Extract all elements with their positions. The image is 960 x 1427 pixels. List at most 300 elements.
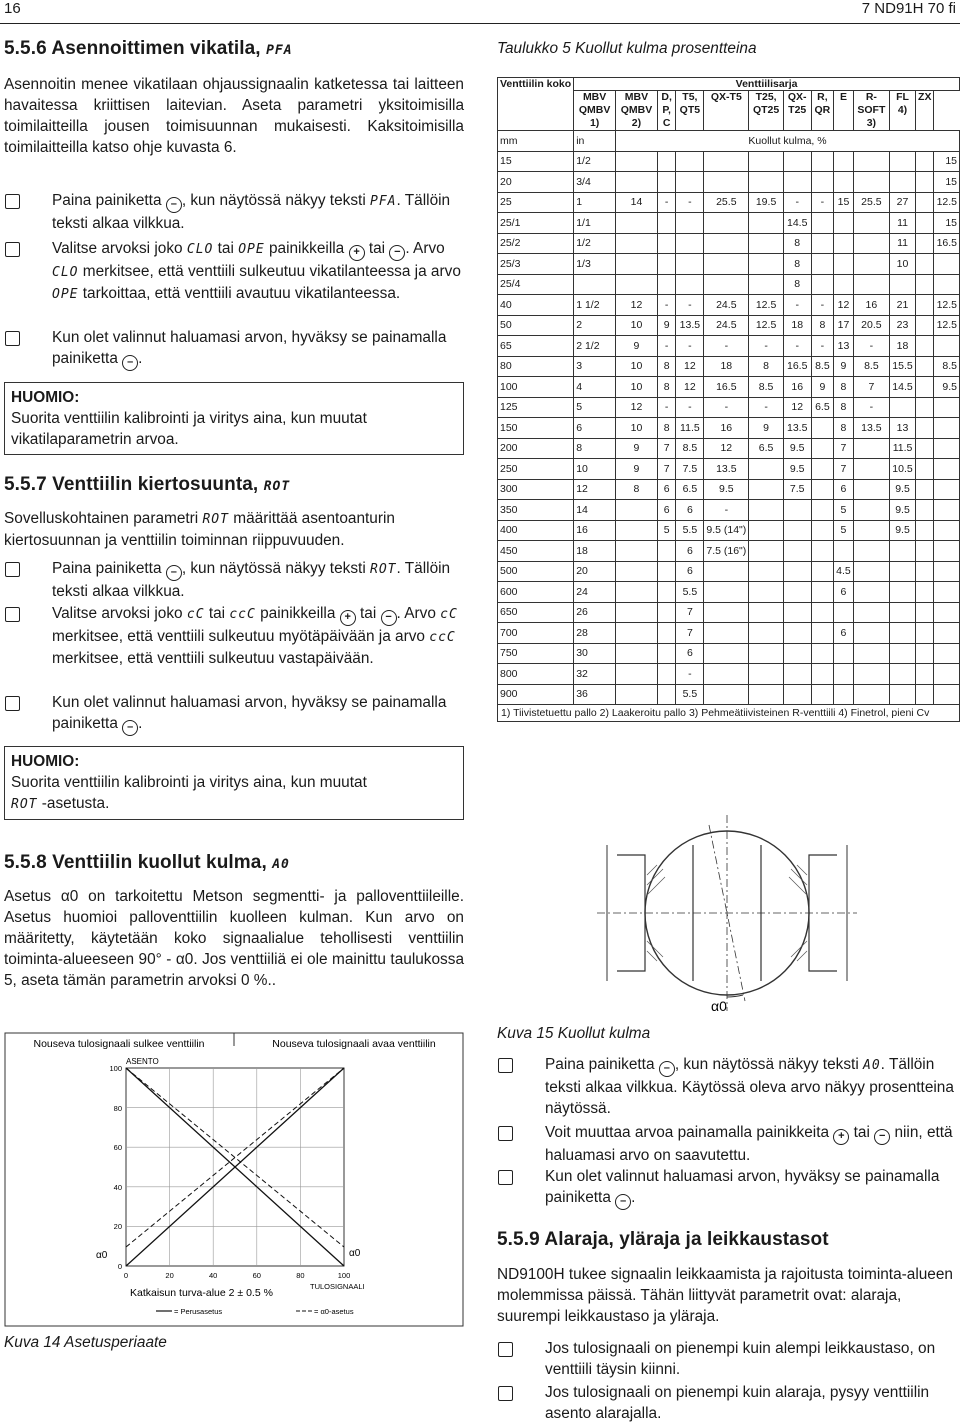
checkbox-bullet-icon (498, 1342, 513, 1357)
table-cell (916, 623, 934, 644)
table-cell: - (676, 664, 704, 685)
table-cell: 8.5 (676, 438, 704, 459)
table-cell (916, 254, 934, 275)
note-text: Suorita venttiilin kalibrointi ja viritys aina, kun muutat vikatilaparametrin arvoa. (11, 410, 367, 448)
table-cell: 20 (574, 561, 616, 582)
table-cell (811, 213, 834, 234)
table-cell (934, 254, 960, 275)
table-cell (834, 684, 854, 705)
alpha-label: α0 (711, 998, 727, 1014)
table-cell (749, 684, 784, 705)
table-cell: 9.5 (890, 479, 916, 500)
table-cell: 9.5 (934, 377, 960, 398)
table-cell: 25.5 (704, 192, 749, 213)
table-cell (811, 643, 834, 664)
table-cell: - (853, 397, 889, 418)
table-cell: 14.5 (783, 213, 811, 234)
table-cell (783, 664, 811, 685)
table-cell: 9 (657, 315, 676, 336)
table-cell: 12 (574, 479, 616, 500)
table-cell (916, 397, 934, 418)
table-cell (676, 213, 704, 234)
table-cell: 6 (834, 582, 854, 603)
enter-button-icon: – (122, 355, 138, 371)
table-cell (657, 602, 676, 623)
table-cell: - (853, 336, 889, 357)
table-cell (749, 520, 784, 541)
table-cell (749, 233, 784, 254)
table-cell: 27 (890, 192, 916, 213)
table-cell (749, 151, 784, 172)
table-cell (783, 172, 811, 193)
table-cell: 8 (834, 397, 854, 418)
table-cell: 10.5 (890, 459, 916, 480)
y-tick: 100 (109, 1064, 122, 1073)
table-cell: 6.5 (749, 438, 784, 459)
section-5-5-6-title: 5.5.6 Asennoittimen vikatila, PFA (4, 38, 293, 59)
table-cell: 14 (616, 192, 658, 213)
table-cell: 2 1/2 (574, 336, 616, 357)
table-cell: 40 (498, 295, 574, 316)
col-header: R-SOFT 3) (853, 91, 889, 131)
table-cell: 13.5 (783, 418, 811, 439)
table-cell: 18 (704, 356, 749, 377)
table-row (498, 233, 960, 254)
table-cell: 5 (834, 500, 854, 521)
table-cell: 16 (704, 418, 749, 439)
table-cell (916, 541, 934, 562)
table-cell: 10 (616, 356, 658, 377)
legend-basic: = Perusasetus (174, 1307, 223, 1316)
table-cell: 8.5 (749, 377, 784, 398)
enter-button-icon: – (659, 1061, 675, 1077)
checkbox-bullet-icon (5, 562, 20, 577)
section-5-5-9-title: 5.5.9 Alaraja, yläraja ja leikkaustasot (497, 1229, 829, 1250)
alpha-right: α0 (349, 1248, 361, 1259)
x-tick: 40 (209, 1271, 218, 1280)
checkbox-bullet-icon (5, 607, 20, 622)
table-cell (749, 479, 784, 500)
table-cell: 25/1 (498, 213, 574, 234)
table-cell: 8 (574, 438, 616, 459)
table-row (498, 541, 960, 562)
table-cell: 2 (574, 315, 616, 336)
table-cell: - (704, 336, 749, 357)
table-cell: 6 (676, 643, 704, 664)
table-cell: 10 (890, 254, 916, 275)
table-cell: 10 (616, 377, 658, 398)
table-cell: 600 (498, 582, 574, 603)
col-header: D, P, C (657, 91, 676, 131)
table-cell: 9 (811, 377, 834, 398)
table-cell: - (749, 397, 784, 418)
table-cell: 8 (783, 233, 811, 254)
table-cell (657, 623, 676, 644)
table-row (498, 295, 960, 316)
table-cell: 900 (498, 684, 574, 705)
table-cell: 6 (834, 479, 854, 500)
table-row (498, 438, 960, 459)
table-cell: 32 (574, 664, 616, 685)
table-cell (811, 623, 834, 644)
table-cell: - (676, 336, 704, 357)
table-cell: 1/3 (574, 254, 616, 275)
table-cell: 24 (574, 582, 616, 603)
list-item: Voit muuttaa arvoa painamalla painikkeita + tai − niin, että haluamasi arvo on saavutettu. (497, 1122, 957, 1166)
table-cell (616, 274, 658, 295)
table-cell (783, 602, 811, 623)
list-item: Jos tulosignaali on pienempi kuin alempi leikkaustaso, on venttiili täysin kiinni. (497, 1338, 957, 1380)
table-cell (934, 479, 960, 500)
table-cell (811, 172, 834, 193)
table-cell (934, 643, 960, 664)
table-cell: 23 (890, 315, 916, 336)
table-cell (934, 459, 960, 480)
table-cell: - (676, 192, 704, 213)
col-header: MBV QMBV 1) (574, 91, 616, 131)
alpha-left: α0 (96, 1250, 108, 1261)
table-row (498, 459, 960, 480)
table-cell: 26 (574, 602, 616, 623)
table-cell (890, 397, 916, 418)
table-cell (853, 233, 889, 254)
table-cell (916, 172, 934, 193)
y-tick: 20 (113, 1222, 122, 1231)
table-cell (616, 254, 658, 275)
table-cell (676, 233, 704, 254)
col-header: R, QR (811, 91, 834, 131)
table-cell (916, 479, 934, 500)
table-cell (811, 602, 834, 623)
table-cell (749, 541, 784, 562)
table-cell: 12.5 (749, 295, 784, 316)
table-cell: 9.5 (890, 500, 916, 521)
table-cell: 15.5 (890, 356, 916, 377)
table-cell (657, 643, 676, 664)
table-row (498, 664, 960, 685)
table-cell: 12 (676, 356, 704, 377)
table-cell (616, 664, 658, 685)
table-cell (916, 643, 934, 664)
table-cell: 8 (783, 274, 811, 295)
col-header: QX-T25 (783, 91, 811, 131)
table-cell (916, 274, 934, 295)
table-cell (890, 602, 916, 623)
table-cell: 5 (657, 520, 676, 541)
table-cell: 15 (934, 213, 960, 234)
page-number: 16 (4, 0, 21, 17)
table-cell (853, 541, 889, 562)
unit-dead-angle: Kuollut kulma, % (616, 131, 960, 152)
table-cell (890, 643, 916, 664)
dead-angle-table (497, 77, 960, 722)
table-cell (657, 233, 676, 254)
table-cell: 8 (749, 356, 784, 377)
table-cell (676, 274, 704, 295)
x-tick: 60 (252, 1271, 261, 1280)
table-cell (616, 151, 658, 172)
table-cell: 650 (498, 602, 574, 623)
table-cell (811, 500, 834, 521)
document-code: 7 ND91H 70 fi (861, 0, 956, 17)
table-cell: 12.5 (749, 315, 784, 336)
table-footnote: 1) Tiivistetuettu pallo 2) Laakeroitu pallo 3) Pehmeätiivisteinen R-venttiili 4) Finetrol, pieni Cv (498, 705, 960, 722)
table-cell (853, 254, 889, 275)
table-cell (616, 520, 658, 541)
table-cell: 15 (934, 151, 960, 172)
table-cell: - (811, 336, 834, 357)
table-cell: 25/3 (498, 254, 574, 275)
table-cell: 11 (890, 233, 916, 254)
table-cell (704, 623, 749, 644)
table-cell (934, 541, 960, 562)
table-cell: 12 (704, 438, 749, 459)
table-row (498, 172, 960, 193)
y-tick: 0 (117, 1262, 122, 1271)
table-cell (783, 623, 811, 644)
table-cell: - (749, 336, 784, 357)
table-cell: 1 1/2 (574, 295, 616, 316)
table-cell (834, 643, 854, 664)
note-heading: HUOMIO: (11, 389, 80, 406)
table-cell (890, 541, 916, 562)
table-cell: 12 (783, 397, 811, 418)
table-cell (834, 233, 854, 254)
table-cell: 65 (498, 336, 574, 357)
table-cell: 13.5 (704, 459, 749, 480)
table-cell (916, 500, 934, 521)
col-header: E (834, 91, 854, 131)
table-cell: 7.5 (676, 459, 704, 480)
table-cell: 17 (834, 315, 854, 336)
table-cell (749, 172, 784, 193)
table-cell (657, 582, 676, 603)
figure-15-dead-angle (497, 815, 960, 1015)
table-cell: 36 (574, 684, 616, 705)
table-cell (916, 664, 934, 685)
table-cell (811, 459, 834, 480)
table-cell (890, 582, 916, 603)
checkbox-bullet-icon (5, 331, 20, 346)
table-row (498, 623, 960, 644)
table-cell: 800 (498, 664, 574, 685)
table-cell (916, 295, 934, 316)
table-cell: 25 (498, 192, 574, 213)
table-cell (704, 643, 749, 664)
table-cell: 50 (498, 315, 574, 336)
plus-button-icon: + (349, 245, 365, 261)
table-cell (704, 151, 749, 172)
section-5-5-7-title: 5.5.7 Venttiilin kiertosuunta, ROT (4, 474, 291, 495)
table-cell: 12 (834, 295, 854, 316)
table-row (498, 274, 960, 295)
table-cell (616, 541, 658, 562)
table-cell: 150 (498, 418, 574, 439)
table-cell: 1/2 (574, 151, 616, 172)
y-tick: 60 (113, 1143, 122, 1152)
table-cell (657, 254, 676, 275)
checkbox-bullet-icon (5, 194, 20, 209)
unit-in: in (574, 131, 616, 152)
table-cell (811, 418, 834, 439)
table-cell: 20.5 (853, 315, 889, 336)
table-cell: 7 (657, 438, 676, 459)
table-cell: 12 (616, 295, 658, 316)
table-cell (853, 664, 889, 685)
table-cell: 9.5 (704, 479, 749, 500)
table-cell: 6 (676, 541, 704, 562)
table-row (498, 479, 960, 500)
table-cell: 700 (498, 623, 574, 644)
table-cell (783, 684, 811, 705)
enter-button-icon: – (122, 720, 138, 736)
table-cell (834, 274, 854, 295)
table-cell (853, 561, 889, 582)
table-cell: 18 (783, 315, 811, 336)
table-cell (616, 623, 658, 644)
table-cell (834, 213, 854, 234)
table-cell: 7.5 (16") (704, 541, 749, 562)
table-cell (934, 602, 960, 623)
table-cell (890, 664, 916, 685)
x-tick: 80 (296, 1271, 305, 1280)
table-cell: - (676, 397, 704, 418)
table-cell (704, 664, 749, 685)
table-cell: 500 (498, 561, 574, 582)
table-cell: 750 (498, 643, 574, 664)
table-row (498, 561, 960, 582)
section-5-5-7-intro: Sovelluskohtainen parametri ROT määrittää asentoanturin kiertosuunnan ja venttiilin toiminnan riippuvuuden. (4, 510, 395, 549)
x-tick: 100 (337, 1271, 351, 1280)
unit-mm: mm (498, 131, 574, 152)
table-row (498, 418, 960, 439)
table-cell: 3 (574, 356, 616, 377)
table-cell (916, 213, 934, 234)
table-cell: 12.5 (934, 315, 960, 336)
x-tick: 0 (123, 1271, 129, 1280)
table-cell (853, 684, 889, 705)
y-tick: 40 (113, 1183, 122, 1192)
table-cell (704, 684, 749, 705)
table-cell (916, 582, 934, 603)
table-cell (853, 151, 889, 172)
table-cell: 1/1 (574, 213, 616, 234)
table-cell (704, 602, 749, 623)
table-cell (834, 602, 854, 623)
table-row (498, 397, 960, 418)
table-cell (676, 254, 704, 275)
table-cell: 16 (853, 295, 889, 316)
table-cell (934, 684, 960, 705)
table-row (498, 602, 960, 623)
minus-button-icon: − (389, 245, 405, 261)
table-row (498, 377, 960, 398)
table-cell (916, 356, 934, 377)
table-cell (704, 582, 749, 603)
table-cell: 16.5 (783, 356, 811, 377)
table-cell: 6.5 (811, 397, 834, 418)
col-header-size: Venttiilin koko (498, 78, 574, 131)
table-cell (916, 315, 934, 336)
table-cell (657, 664, 676, 685)
table-cell: 8 (834, 377, 854, 398)
table-cell: 16 (783, 377, 811, 398)
table-row (498, 254, 960, 275)
table-cell: 10 (616, 418, 658, 439)
table-cell (934, 623, 960, 644)
figure-15-caption: Kuva 15 Kuollut kulma (497, 1025, 651, 1042)
table-cell (749, 561, 784, 582)
table-cell (616, 233, 658, 254)
table-cell (890, 172, 916, 193)
checkbox-bullet-icon (498, 1126, 513, 1141)
table-cell (934, 397, 960, 418)
table-cell: 14 (574, 500, 616, 521)
col-header: MBV QMBV 2) (616, 91, 658, 131)
table-cell (704, 254, 749, 275)
table-cell (704, 233, 749, 254)
section-5-5-6-intro: Asennoitin menee vikatilaan ohjaussignaalin katketessa tai laitteen havaitessa kriittisen laitevian. Aseta parametri yksitoimisilla toimilaitteilla jousen toimisuunnan mukaisesti. Kaksitoimisilla toimilaitteilla katso ohje kuvasta 6. (4, 76, 464, 156)
table-cell: 400 (498, 520, 574, 541)
table-cell (749, 254, 784, 275)
table-cell: - (657, 192, 676, 213)
table-cell: - (811, 295, 834, 316)
table-cell (704, 172, 749, 193)
table-cell (916, 377, 934, 398)
x-tick: 20 (165, 1271, 174, 1280)
table-cell (916, 602, 934, 623)
table-cell: 8 (811, 315, 834, 336)
table-cell: - (783, 336, 811, 357)
table-cell: 10 (616, 315, 658, 336)
table-cell: - (783, 192, 811, 213)
table-cell (834, 541, 854, 562)
table-cell (853, 623, 889, 644)
table-cell: 25/2 (498, 233, 574, 254)
note-heading: HUOMIO: (11, 753, 80, 770)
table-cell: 5.5 (676, 520, 704, 541)
table-cell (853, 172, 889, 193)
table-row (498, 356, 960, 377)
table-cell: 8 (657, 418, 676, 439)
table-cell (834, 664, 854, 685)
table-cell: 13.5 (676, 315, 704, 336)
col-header: ZX (916, 91, 934, 131)
plus-button-icon: + (340, 610, 356, 626)
table-cell (811, 541, 834, 562)
table-cell: 3/4 (574, 172, 616, 193)
table-cell (657, 274, 676, 295)
table-cell (934, 520, 960, 541)
table-cell: 6 (574, 418, 616, 439)
table-cell: 18 (574, 541, 616, 562)
table-cell (749, 602, 784, 623)
table-cell (704, 561, 749, 582)
table-cell (916, 684, 934, 705)
table-cell (811, 438, 834, 459)
checkbox-bullet-icon (498, 1058, 513, 1073)
table-cell: 13.5 (853, 418, 889, 439)
table-cell: 250 (498, 459, 574, 480)
table-cell (916, 520, 934, 541)
table-cell: 16.5 (934, 233, 960, 254)
table-cell: - (704, 397, 749, 418)
table-cell (749, 274, 784, 295)
table-cell: - (657, 397, 676, 418)
table-cell: 18 (890, 336, 916, 357)
table-cell (676, 172, 704, 193)
table-5-caption: Taulukko 5 Kuollut kulma prosentteina (497, 40, 757, 57)
